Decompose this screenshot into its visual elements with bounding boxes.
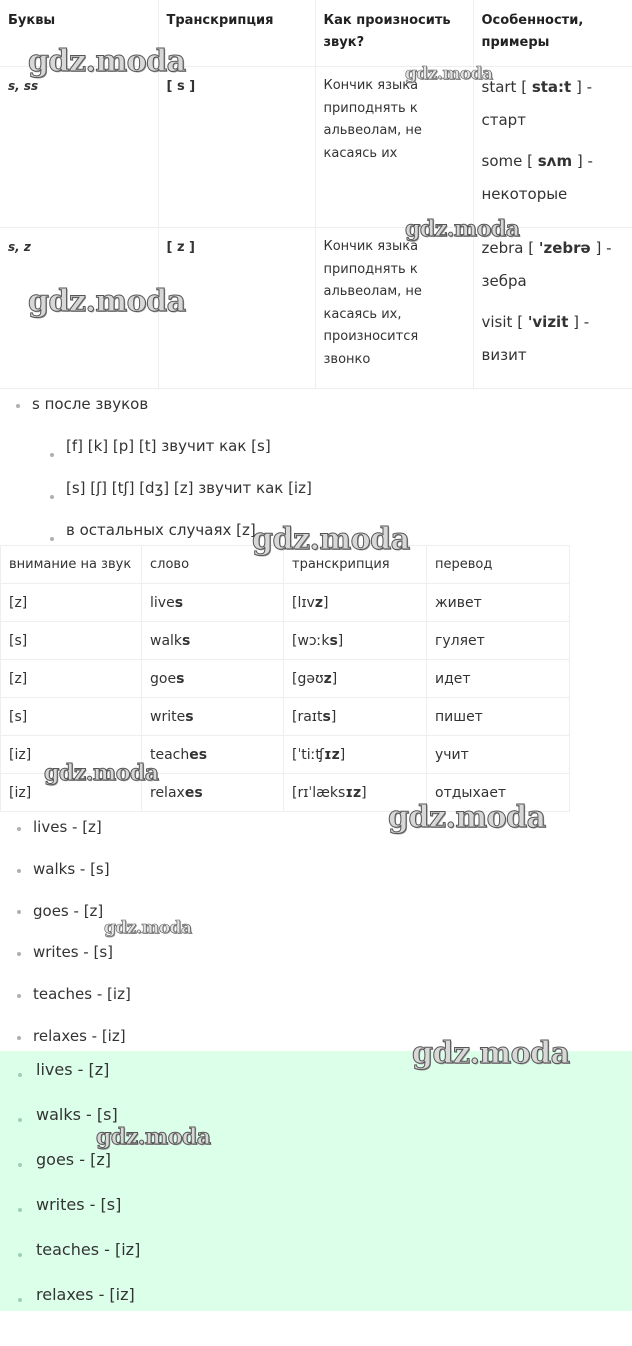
rules-list xyxy=(32,392,148,420)
rule-item: [f] [k] [p] [t] звучит как [s] xyxy=(66,434,312,476)
header-examples: Особенности, примеры xyxy=(473,0,632,67)
watermark: gdz.moda xyxy=(388,800,546,835)
sound-cell: [s] xyxy=(1,698,142,736)
bracket: ] xyxy=(337,632,344,649)
highlighted-answer-item: relaxes - [iz] xyxy=(36,1277,140,1322)
word-stem: relax xyxy=(150,784,185,801)
bracket: ] xyxy=(330,708,337,725)
sound-cell: [iz] xyxy=(1,736,142,774)
word-suffix: s xyxy=(174,594,184,611)
transcription-cell xyxy=(284,698,427,736)
transcription-ending: z xyxy=(323,670,332,687)
example xyxy=(482,145,625,211)
word-cell xyxy=(142,774,284,812)
rule-item: в остальных случаях [z] xyxy=(66,518,312,560)
word-suffix: s xyxy=(182,632,191,649)
transcription-cell xyxy=(284,584,427,622)
translation-cell: живет xyxy=(427,584,570,622)
word-stem: goe xyxy=(150,670,177,687)
word-cell xyxy=(142,622,284,660)
watermark: gdz.moda xyxy=(28,284,186,319)
word-table-row xyxy=(1,736,570,774)
sound-cell: [iz] xyxy=(1,774,142,812)
example xyxy=(482,232,625,298)
example-word: some xyxy=(481,152,523,170)
letters-cell: s, z xyxy=(0,228,158,389)
word-table-row xyxy=(1,660,570,698)
word-cell xyxy=(142,584,284,622)
bracket: ] xyxy=(361,784,367,801)
bracket: [ xyxy=(522,152,538,170)
transcription-ending: s xyxy=(329,632,338,649)
sound-cell: [z] xyxy=(1,660,142,698)
header-word: слово xyxy=(142,546,284,584)
transcription-stem: [lɪv xyxy=(292,594,315,611)
bracket: ] - xyxy=(568,313,590,331)
bracket: ] xyxy=(331,670,338,687)
watermark: gdz.moda xyxy=(412,1036,570,1071)
bracket: ] - xyxy=(572,152,593,170)
sound-cell: [z] xyxy=(1,584,142,622)
watermark: gdz.moda xyxy=(104,918,192,938)
bracket: ] - xyxy=(590,239,612,257)
word-table-row xyxy=(1,698,570,736)
word-suffix: es xyxy=(189,746,208,763)
transcription-cell: [ z ] xyxy=(158,228,315,389)
example-meaning: некоторые xyxy=(481,185,568,203)
example xyxy=(482,71,625,137)
transcription-ending: ɪz xyxy=(345,784,362,801)
transcription-ending: ɪz xyxy=(323,746,340,763)
translation-cell: учит xyxy=(427,736,570,774)
watermark: gdz.moda xyxy=(28,44,186,79)
example-transcription: 'zebrə xyxy=(538,239,591,257)
answer-item: lives - [z] xyxy=(33,808,131,850)
header-transcription: транскрипция xyxy=(284,546,427,584)
example-meaning: визит xyxy=(481,346,527,364)
bracket: [ xyxy=(512,313,528,331)
transcription-stem: [gəʊ xyxy=(292,670,324,687)
word-cell xyxy=(142,736,284,774)
word-cell xyxy=(142,698,284,736)
examples-cell xyxy=(473,67,632,228)
sound-table xyxy=(0,0,632,389)
bracket: ] xyxy=(323,594,329,611)
translation-cell: гуляет xyxy=(427,622,570,660)
sound-cell: [s] xyxy=(1,622,142,660)
answer-item: goes - [z] xyxy=(33,892,131,934)
answer-item: teaches - [iz] xyxy=(33,975,131,1017)
bracket: [ xyxy=(523,239,539,257)
answer-item: relaxes - [iz] xyxy=(33,1017,131,1059)
word-cell xyxy=(142,660,284,698)
sound-table-row xyxy=(0,228,632,389)
header-translation: перевод xyxy=(427,546,570,584)
word-stem: live xyxy=(150,594,175,611)
highlighted-answer-item: walks - [s] xyxy=(36,1097,140,1142)
bracket: ] xyxy=(339,746,346,763)
transcription-cell: [ s ] xyxy=(158,67,315,228)
example-meaning: старт xyxy=(481,111,526,129)
word-stem: write xyxy=(150,708,186,725)
word-table xyxy=(0,545,570,812)
highlighted-answer-item: goes - [z] xyxy=(36,1142,140,1187)
header-letters: Буквы xyxy=(0,0,158,67)
watermark: gdz.moda xyxy=(96,1124,211,1150)
answer-item: walks - [s] xyxy=(33,850,131,892)
word-stem: walk xyxy=(150,632,183,649)
word-table-body xyxy=(1,584,570,812)
watermark: gdz.moda xyxy=(252,522,410,557)
example-transcription: 'vizit xyxy=(527,313,569,331)
word-suffix: s xyxy=(185,708,194,725)
letters-cell: s, ss xyxy=(0,67,158,228)
watermark: gdz.moda xyxy=(405,64,493,84)
word-table-row xyxy=(1,622,570,660)
translation-cell: отдыхает xyxy=(427,774,570,812)
example-word: visit xyxy=(481,313,513,331)
highlighted-answer-item: writes - [s] xyxy=(36,1187,140,1232)
word-table-row xyxy=(1,584,570,622)
answer-item: writes - [s] xyxy=(33,933,131,975)
example-word: start xyxy=(481,78,517,96)
header-how: Как произносить звук? xyxy=(315,0,473,67)
watermark: gdz.moda xyxy=(405,216,520,242)
example-transcription: sta:t xyxy=(531,78,572,96)
header-transcription: Транскрипция xyxy=(158,0,315,67)
sound-table-header xyxy=(0,0,632,67)
transcription-cell xyxy=(284,660,427,698)
transcription-cell xyxy=(284,622,427,660)
transcription-stem: [wɔːk xyxy=(292,632,330,649)
examples-cell xyxy=(473,228,632,389)
word-table-row xyxy=(1,774,570,812)
word-suffix: es xyxy=(184,784,203,801)
answer-list xyxy=(33,808,131,1059)
pronunciation-cell: Кончик языка приподнять к альвеолам, не касаясь их xyxy=(315,67,473,228)
word-suffix: s xyxy=(176,670,185,687)
bracket: [ xyxy=(516,78,532,96)
translation-cell: пишет xyxy=(427,698,570,736)
transcription-stem: [raɪt xyxy=(292,708,323,725)
word-table-header xyxy=(1,546,570,584)
transcription-cell xyxy=(284,774,427,812)
transcription-ending: z xyxy=(314,594,323,611)
watermark: gdz.moda xyxy=(44,760,159,786)
rule-item: [s] [ʃ] [tʃ] [dʒ] [z] звучит как [iz] xyxy=(66,476,312,518)
transcription-cell xyxy=(284,736,427,774)
word-stem: teach xyxy=(150,746,190,763)
highlighted-answer-item: teaches - [iz] xyxy=(36,1232,140,1277)
highlighted-answer-list xyxy=(36,1052,140,1322)
translation-cell: идет xyxy=(427,660,570,698)
header-sound: внимание на звук xyxy=(1,546,142,584)
transcription-stem: [ˈtiːʧ xyxy=(292,746,324,763)
highlighted-answer-item: lives - [z] xyxy=(36,1052,140,1097)
rules-sublist xyxy=(66,434,312,560)
bracket: ] - xyxy=(571,78,593,96)
example-word: zebra xyxy=(481,239,524,257)
sound-table-row xyxy=(0,67,632,228)
transcription-stem: [rɪˈlæks xyxy=(292,784,346,801)
example-meaning: зебра xyxy=(481,272,527,290)
transcription-ending: s xyxy=(322,708,331,725)
pronunciation-cell: Кончик языка приподнять к альвеолам, не касаясь их, произносится звонко xyxy=(315,228,473,389)
example xyxy=(482,306,625,372)
example-transcription: sʌm xyxy=(537,152,573,170)
rule-main: s после звуков xyxy=(32,392,148,420)
